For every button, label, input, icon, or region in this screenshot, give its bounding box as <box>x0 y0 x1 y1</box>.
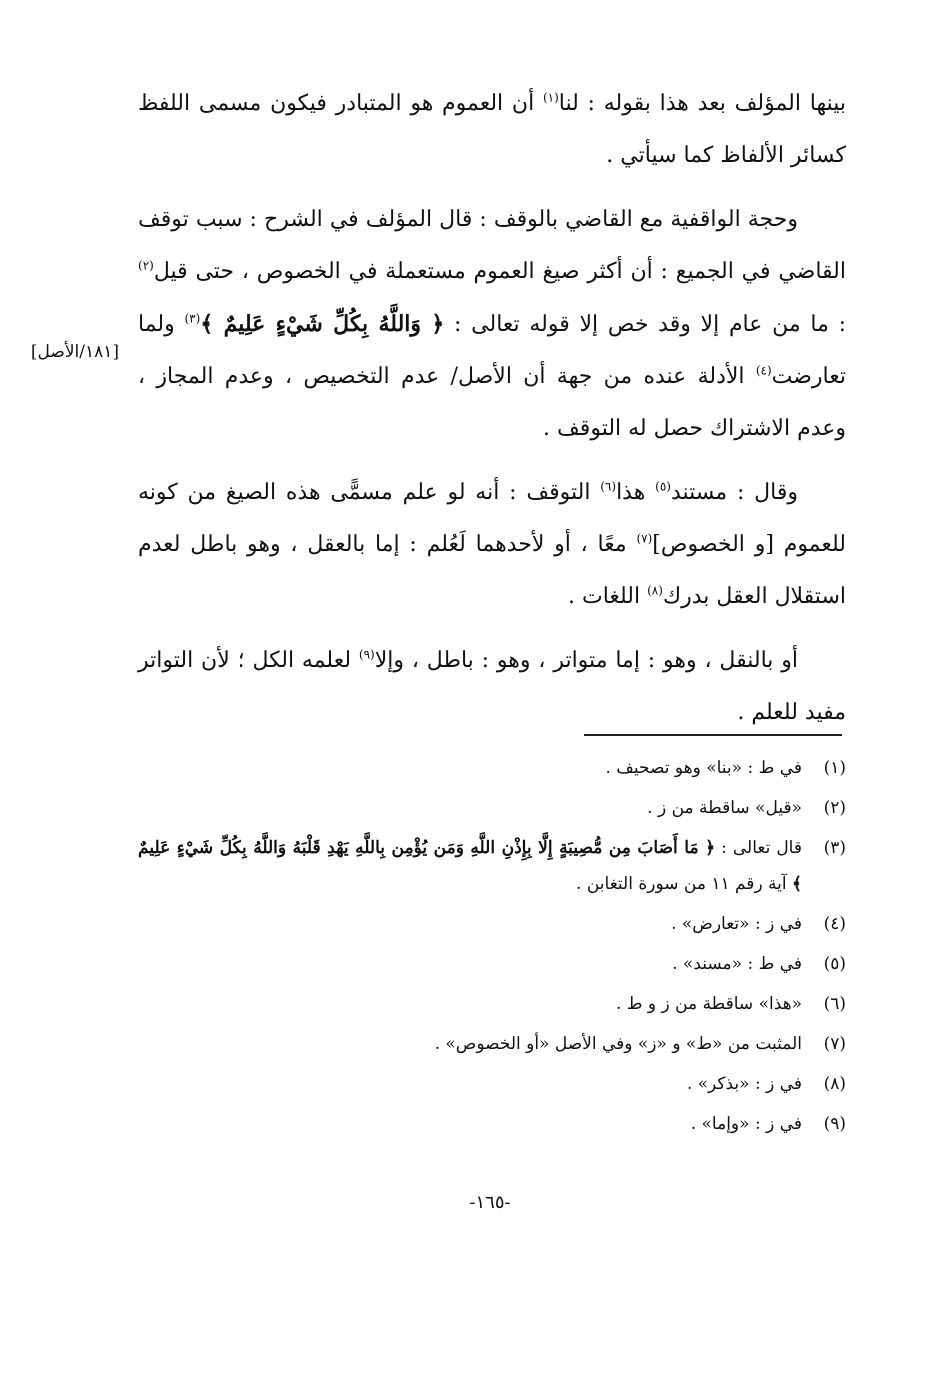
footnote-number: (٨) <box>823 1074 846 1094</box>
footnote-number: (٤) <box>823 914 846 934</box>
footnote-item <box>138 946 846 982</box>
margin-page-reference: [١٨١/الأصل] <box>30 342 120 362</box>
footnote-text: المثبت من «ط» و «ز» وفي الأصل «أو الخصوص» . <box>434 1034 802 1054</box>
footnote-item <box>138 1066 846 1102</box>
footnote-divider <box>584 734 842 736</box>
footnote-ref-8: (٨) <box>647 583 663 598</box>
footnote-text: في ط : «مسند» . <box>672 954 802 974</box>
footnote-number: (٩) <box>823 1114 846 1134</box>
text-run: معًا ، أو لأحدهما لَعُلم : إما بالعقل ، وهو باطل لعدم استقلال العقل بدرك <box>138 532 846 609</box>
text-run: الأدلة عنده من جهة أن الأصل/ عدم التخصيص ، وعدم المجاز ، وعدم الاشتراك حصل له التوقف . <box>138 364 846 441</box>
footnote-item <box>138 906 846 942</box>
footnote-item <box>138 1106 846 1142</box>
footnote-ref-5: (٥) <box>655 479 671 494</box>
text-run: ولما تعارضت <box>138 312 846 389</box>
text-run: قال تعالى : <box>715 838 802 858</box>
footnote-ref-6: (٦) <box>600 479 617 494</box>
paragraph-2 <box>138 194 846 455</box>
text-run: أن العموم هو المتبادر فيكون مسمى اللفظ كسائر الألفاظ كما سيأتي . <box>138 91 846 168</box>
paragraph-3 <box>138 467 846 623</box>
footnote-ref-1: (١) <box>542 90 559 105</box>
footnote-text: في ط : «بنا» وهو تصحيف . <box>605 758 802 778</box>
paragraph-1 <box>138 78 846 182</box>
footnote-number: (٦) <box>823 994 846 1014</box>
footnote-number: (١) <box>823 758 846 778</box>
text-run: التوقف : أنه لو علم مسمًّى هذه الصيغ من كونه للعموم [و الخصوص] <box>138 480 847 557</box>
text-run: أو بالنقل ، وهو : إما متواتر ، وهو : باطل ، وإلا <box>374 648 798 673</box>
footnote-text: في ز : «وإما» . <box>690 1114 802 1134</box>
footnote-ref-7: (٧) <box>636 531 653 546</box>
main-text <box>138 78 846 751</box>
page-number: -١٦٥- <box>469 1192 511 1213</box>
footnote-number: (٢) <box>823 798 846 818</box>
footnote-item <box>138 1026 846 1062</box>
footnote-text: في ز : «بذكر» . <box>686 1074 802 1094</box>
footnote-item <box>138 986 846 1022</box>
footnote-text: في ز : «تعارض» . <box>671 914 802 934</box>
text-run: وحجة الواقفية مع القاضي بالوقف : قال المؤلف في الشرح : سبب توقف القاضي في الجميع : أن أكثر صيغ العموم مستعملة في الخصوص ، حتى قيل <box>138 207 846 284</box>
paragraph-4 <box>138 635 846 739</box>
quran-verse: ﴿ وَاللَّهُ بِكُلِّ شَيْءٍ عَلِيمٌ ﴾ <box>200 311 445 337</box>
footnote-item <box>138 750 846 786</box>
footnote-item <box>138 830 846 902</box>
text-run: آية رقم ١١ من سورة التغابن . <box>576 874 793 894</box>
footnote-text <box>138 830 802 902</box>
text-run: اللغات . <box>568 584 648 609</box>
text-run: لعلمه الكل ؛ لأن التواتر مفيد للعلم . <box>138 648 846 725</box>
footnote-ref-9: (٩) <box>358 647 375 662</box>
text-run: وقال : مستند <box>670 480 799 505</box>
footnotes <box>138 750 846 1146</box>
footnote-ref-4: (٤) <box>755 363 772 378</box>
text-run: هذا <box>616 480 656 505</box>
footnote-text: «هذا» ساقطة من ز و ط . <box>615 994 802 1014</box>
footnote-number: (٧) <box>823 1034 846 1054</box>
text-run: بينها المؤلف بعد هذا بقوله : لنا <box>558 91 846 116</box>
footnote-text: «قيل» ساقطة من ز . <box>647 798 802 818</box>
footnote-number: (٥) <box>823 954 846 974</box>
footnote-ref-2: (٢) <box>138 258 154 273</box>
quran-verse: ﴿ مَا أَصَابَ مِن مُّصِيبَةٍ إِلَّا بِإِذْنِ اللَّهِ وَمَن يُؤْمِن بِاللَّهِ يَهْدِ قَلْبَهُ وَاللَّهُ بِكُلِّ شَيْءٍ عَلِيمٌ ﴾ <box>138 838 802 894</box>
footnote-ref-3: (٣) <box>184 311 201 326</box>
text-run: : ما من عام إلا وقد خص إلا قوله تعالى : <box>444 312 846 337</box>
footnote-number: (٣) <box>823 838 846 858</box>
footnote-item <box>138 790 846 826</box>
